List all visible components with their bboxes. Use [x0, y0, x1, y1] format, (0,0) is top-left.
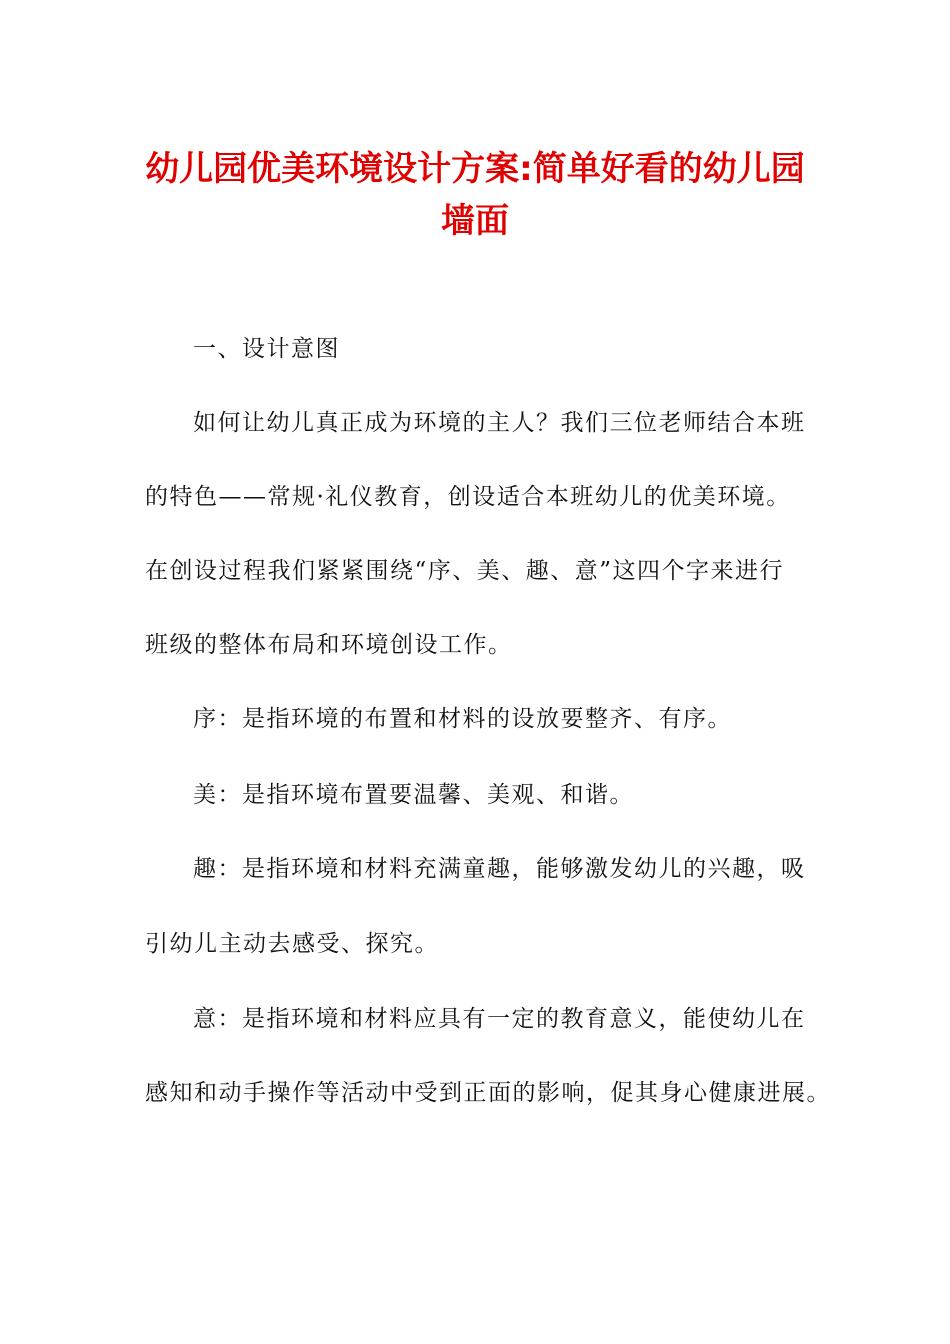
paragraph-line: 感知和动手操作等活动中受到正面的影响，促其身心健康进展。 — [145, 1080, 831, 1106]
paragraph-line: 如何让幼儿真正成为环境的主人？我们三位老师结合本班 — [193, 410, 806, 436]
paragraph-line: 的特色——常规·礼仪教育，创设适合本班幼儿的优美环境。 — [145, 484, 791, 510]
paragraph-line: 在创设过程我们紧紧围绕“序、美、趣、意”这四个字来进行 — [145, 558, 785, 584]
paragraph-line: 引幼儿主动去感受、探究。 — [145, 931, 439, 957]
document-title-line-2: 墙面 — [441, 201, 509, 241]
paragraph-line: 趣：是指环境和材料充满童趣，能够激发幼儿的兴趣，吸 — [193, 856, 806, 882]
document-title-line-1: 幼儿园优美环境设计方案:简单好看的幼儿园 — [145, 149, 805, 189]
paragraph-line: 美：是指环境布置要温馨、美观、和谐。 — [193, 782, 634, 808]
paragraph-line: 序：是指环境的布置和材料的设放要整齐、有序。 — [193, 706, 732, 732]
paragraph-line: 意：是指环境和材料应具有一定的教育意义，能使幼儿在 — [193, 1006, 806, 1032]
section-heading: 一、设计意图 — [193, 336, 340, 362]
paragraph-line: 班级的整体布局和环境创设工作。 — [145, 632, 513, 658]
